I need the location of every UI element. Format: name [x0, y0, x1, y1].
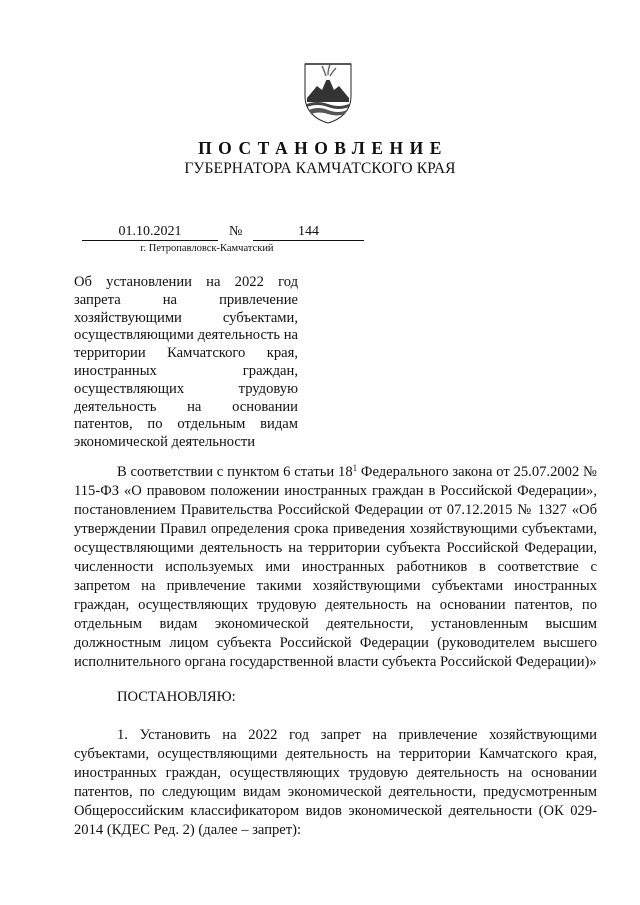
- preamble-paragraph: [74, 463, 597, 672]
- document-city: г. Петропавловск-Камчатский: [140, 243, 274, 254]
- kamchatka-coat-of-arms-icon: [303, 62, 353, 124]
- preamble-superscript: 1: [352, 463, 358, 473]
- registration-line: [82, 224, 364, 242]
- document-title: ПОСТАНОВЛЕНИЕ: [198, 138, 448, 158]
- decree-word: ПОСТАНОВЛЯЮ:: [117, 689, 236, 705]
- document-date: 01.10.2021: [82, 224, 218, 241]
- document-subtitle: ГУБЕРНАТОРА КАМЧАТСКОГО КРАЯ: [184, 160, 456, 177]
- item-1-paragraph: 1. Установить на 2022 год запрет на привлечение хозяйствующими субъектами, осуществляющими деятельность на территории Камчатского края, иностранных граждан, осуществляющих трудовую деятельность на основании патентов, по следующим видам экономической деятельности, предусмотренным Общероссийским классификатором видов экономической деятельности (ОК 029-2014 (КДЕС Ред. 2) (далее – запрет):: [74, 727, 597, 838]
- preamble-text-b: Федерального закона от 25.07.2002 № 115-ФЗ «О правовом положении иностранных граждан в Российской Федерации», постановлением Правительства Российской Федерации от 07.12.2015 № 1327 «Об утверждении Правил определения срока приведения хозяйствующими субъектами, осуществляющими деятельность на территории субъекта Российской Федерации, численности используемых ими иностранных работников в соответствие с запретом на привлечение такими хозяйствующими субъектами иностранных граждан, осуществляющих трудовую деятельность на основании патентов, по отдельным видам экономической деятельности, установленным высшим должностным лицом субъекта Российской Федерации (руководителем высшего исполнительного органа государственной власти субъекта Российской Федерации)»: [74, 464, 597, 670]
- document-number: 144: [253, 224, 364, 241]
- document-subject: Об установлении на 2022 год запрета на привлечение хозяйствующими субъектами, осуществляющими деятельность на территории Камчатского края, иностранных граждан, осуществляющих трудовую деятельность на основании патентов, по отдельным видам экономической деятельности: [74, 274, 298, 451]
- preamble-text-a: В соответствии с пунктом 6 статьи 18: [117, 464, 353, 480]
- number-sign: №: [229, 224, 243, 239]
